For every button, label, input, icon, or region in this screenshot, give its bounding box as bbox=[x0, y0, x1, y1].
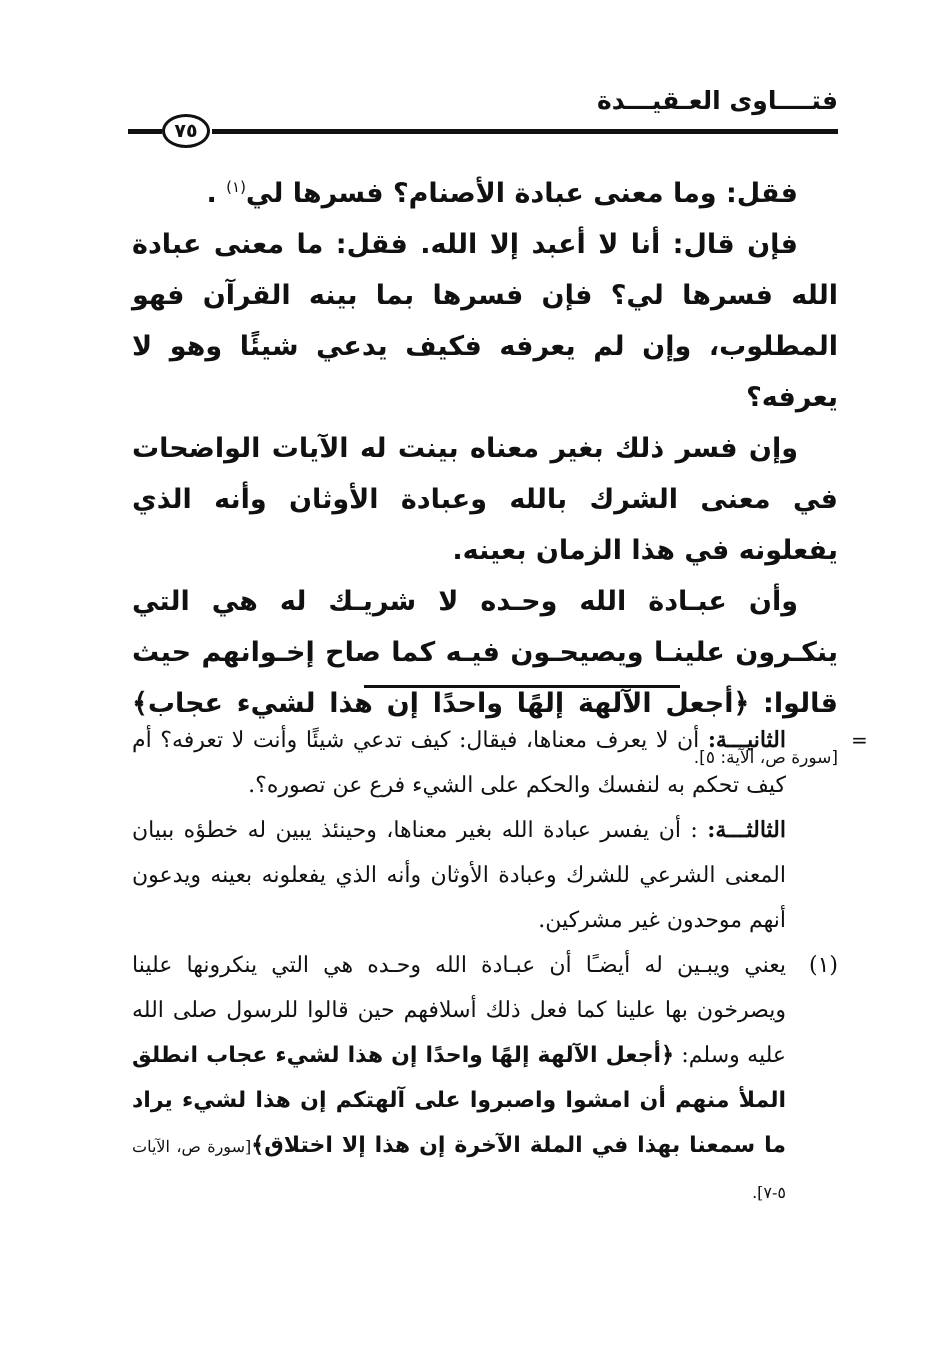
footnote-number: (١) bbox=[808, 953, 838, 978]
footnote-1-quote: ﴿أجعل الآلهة إلهًا واحدًا إن هذا لشيء عجاب انطلق الملأ منهم أن امشوا واصبروا على آلهتكم إن هذا لشيء يراد ما سمعنا بهذا في الملة الآخرة إن هذا إلا اختلاق﴾ bbox=[132, 1043, 787, 1158]
main-text bbox=[132, 162, 838, 784]
footnote-third-label: الثالثـــة: bbox=[707, 817, 786, 843]
paragraph-1-text: فقل: وما معنى عبادة الأصنام؟ فسرها لي bbox=[245, 178, 798, 209]
continued-mark: = bbox=[851, 728, 868, 752]
footnote-second bbox=[132, 718, 838, 808]
footnote-second-label: الثانيـــة: bbox=[707, 727, 786, 753]
footnotes bbox=[132, 718, 838, 1215]
paragraph-2: فإن قال: أنا لا أعبد إلا الله. فقل: ما معنى عبادة الله فسرها لي؟ فإن فسرها بما بينه القرآن فهو المطلوب، وإن لم يعرفه فكيف يدعي شيئًا وهو لا يعرفه؟ bbox=[132, 229, 838, 413]
page-number: ٧٥ bbox=[162, 114, 210, 148]
footnote-second-text: أن لا يعرف معناها، فيقال: كيف تدعي شيئًا وأنت لا تعرفه؟ أم كيف تحكم به لنفسك والحكم على الشيء فرع عن تصوره؟. bbox=[132, 728, 786, 798]
header-rule bbox=[212, 129, 838, 134]
paragraph-3: وإن فسر ذلك بغير معناه بينت له الآيات الواضحات في معنى الشرك بالله وعبادة الأوثان وأنه الذي يفعلونه في هذا الزمان بعينه. bbox=[132, 433, 838, 566]
header-rule-short bbox=[128, 129, 162, 134]
paragraph-4-text: وأن عبـادة الله وحـده لا شريـك له هي التي ينكـرون علينـا ويصيحـون فيـه كما صاح إخـوانهم حيث قالوا: ﴿أجعل الآلهة إلهًا واحدًا إن هذا لشيء عجاب﴾ bbox=[132, 586, 838, 719]
footnote-third bbox=[132, 808, 838, 943]
footnote-separator bbox=[364, 685, 680, 688]
quran-reference: [سورة ص، الآية: ٥]. bbox=[693, 748, 838, 768]
paragraph-1-end: . bbox=[206, 178, 217, 209]
running-title: فتــــاوى العـقيـــدة bbox=[597, 86, 838, 115]
footnote-1-reference: [سورة ص، الآيات ٥-٧]. bbox=[132, 1137, 786, 1202]
footnote-1-text: يعني ويبـين له أيضـًا أن عبـادة الله وحـده هي التي ينكرونها علينا ويصرخون بها علينا كما فعل ذلك أسلافهم حين قالوا للرسول صلى الله عليه وسلم: bbox=[132, 953, 786, 1068]
footnote-1 bbox=[132, 943, 838, 1215]
footnote-1-body bbox=[132, 943, 838, 1215]
paragraph-1 bbox=[132, 162, 838, 219]
footnote-marker: (١) bbox=[226, 178, 246, 196]
footnote-third-text: : أن يفسر عبادة الله بغير معناها، وحينئذ يبين له خطؤه ببيان المعنى الشرعي للشرك وعبادة الأوثان وأنه الذي يفعلونه بعينه ويدعون أنهم موحدون غير مشركين. bbox=[132, 818, 786, 933]
